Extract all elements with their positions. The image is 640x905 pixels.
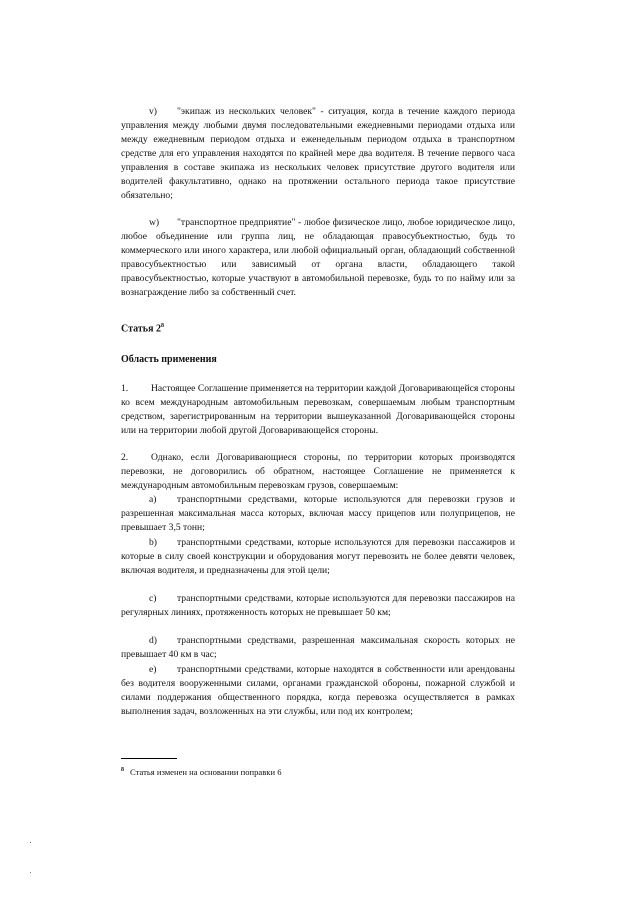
- item-e: [121, 663, 515, 719]
- scan-speck: [30, 872, 31, 873]
- item-d: [121, 634, 515, 662]
- scan-speck: [30, 842, 31, 843]
- section-paragraph-1-text: Настоящее Соглашение применяется на территории каждой Договаривающейся стороны ко всем международным автомобильным перевозкам, совершаемым любым транспортным средством, зарегистрированным на территории вышеуказанной Договаривающейся стороны или на территории любой другой Договаривающейся стороны.: [121, 383, 515, 436]
- footnote-text: Статья изменен на основании поправки 6: [130, 767, 282, 777]
- item-a-text: транспортными средствами, которые используются для перевозки грузов и разрешенная максимальная масса которых, включая массу прицепов или полуприцепов, не превышает 3,5 тонн;: [121, 494, 515, 533]
- section-paragraph-1: [121, 382, 515, 438]
- definition-v-label: v): [149, 106, 157, 117]
- footnote: [121, 767, 282, 777]
- definition-w: [121, 216, 515, 300]
- item-b: [121, 536, 515, 578]
- definition-v-text: "экипаж из нескольких человек" - ситуация, когда в течение каждого периода управления между любыми двумя последовательными ежедневными периодами отдыха или между ежедневным периодом отдыха и еженедельным периодом отдыха в транспортном средстве для его управления находятся по крайней мере два водителя. В течение первого часа управления в составе экипажа из нескольких человек присутствие другого водителя или водителей факультативно, однако на протяжении остального периода такое присутствие обязательно;: [121, 106, 515, 201]
- item-a: [121, 493, 515, 535]
- article-title: [121, 323, 164, 334]
- item-d-label: d): [149, 635, 157, 646]
- section-paragraph-2: [121, 451, 515, 493]
- section-paragraph-2-text: Однако, если Договаривающиеся стороны, по территории которых производятся перевозки, не договорились об обратном, настоящее Соглашение не применяется к международным автомобильным перевозкам грузов, совершаемым:: [121, 452, 515, 491]
- document-page: [121, 0, 515, 905]
- item-a-label: a): [149, 494, 157, 505]
- definition-v: [121, 105, 515, 203]
- item-c-label: c): [149, 593, 157, 604]
- section-paragraph-1-number: 1.: [121, 383, 129, 394]
- definition-w-label: w): [149, 217, 160, 228]
- item-e-label: e): [149, 664, 157, 675]
- article-footnote-ref: 8: [160, 323, 164, 329]
- item-d-text: транспортными средствами, разрешенная максимальная скорость которых не превышает 40 км в час;: [121, 635, 515, 660]
- item-b-label: b): [149, 537, 157, 548]
- definition-w-text: "транспортное предприятие" - любое физическое лицо, любое юридическое лицо, любое объединение или группа лиц, не обладающая правосубъектностью, будь то коммерческого или иного характера, или любой официальный орган, обладающий собственной правосубъектностью или зависимый от органа власти, обладающего такой правосубъектностью, которые участвуют в автомобильной перевозке, будь то по найму или за вознаграждение либо за собственный счет.: [121, 217, 515, 298]
- item-b-text: транспортными средствами, которые используются для перевозки пассажиров и которые в силу своей конструкции и оборудования могут перевозить не более девяти человек, включая водителя, и предназначены для этой цели;: [121, 537, 515, 576]
- section-paragraph-2-number: 2.: [121, 452, 129, 463]
- article-subtitle: Область применения: [121, 354, 217, 365]
- footnote-number: 8: [121, 767, 124, 774]
- article-title-text: Статья 2: [121, 323, 161, 335]
- item-c: [121, 592, 515, 620]
- footnote-separator: [121, 758, 177, 759]
- item-e-text: транспортными средствами, которые находятся в собственности или арендованы без водителя вооруженными силами, органами гражданской обороны, пожарной службой и силами поддержания общественного порядка, когда перевозка осуществляется в рамках выполнения задач, возложенных на эти службы, или под их контролем;: [121, 664, 515, 717]
- item-c-text: транспортными средствами, которые используются для перевозки пассажиров на регулярных линиях, протяженность которых не превышает 50 км;: [121, 593, 515, 618]
